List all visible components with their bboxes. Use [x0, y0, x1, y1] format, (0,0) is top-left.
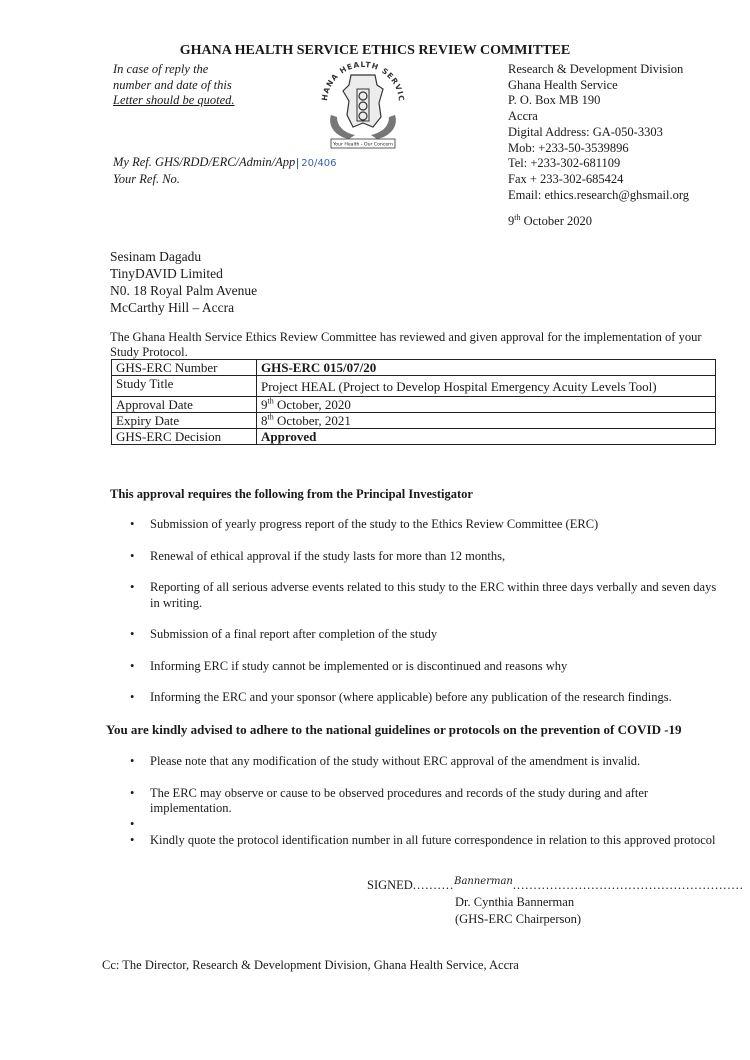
expiry-date: 8th October, 2021	[257, 413, 716, 429]
table-row	[112, 360, 716, 376]
cc-line: Cc: The Director, Research & Development Division, Ghana Health Service, Accra	[102, 958, 519, 972]
list-item: • Renewal of ethical approval if the study lasts for more than 12 months,	[130, 548, 506, 563]
list-item: • Submission of a final report after completion of the study	[130, 627, 438, 641]
advice-heading: You are kindly advised to adhere to the national guidelines or protocols on the prevention of COVID -19	[106, 722, 682, 737]
address-line: Mob: +233-50-3539896	[508, 140, 629, 155]
address-line: Digital Address: GA-050-3303	[508, 124, 663, 139]
table-label: Study Title	[112, 376, 257, 397]
approval-table	[111, 359, 716, 445]
logo-motto: Your Health - Our Concern	[333, 142, 393, 148]
letter-date: 9th October 2020	[508, 212, 592, 228]
logo-ring-text: HANA HEALTH SERVIC	[319, 59, 407, 103]
address-line: P. O. Box MB 190	[508, 93, 601, 108]
your-reference: Your Ref. No.	[113, 171, 180, 186]
intro-paragraph: The Ghana Health Service Ethics Review Committee has reviewed and given approval for the implementation of your Study Protocol.	[110, 330, 702, 359]
sender-address	[508, 62, 689, 203]
table-label: GHS-ERC Decision	[112, 429, 257, 445]
address-line: Tel: +233-302-681109	[508, 156, 621, 171]
table-row	[112, 413, 716, 429]
ghs-logo-icon	[313, 55, 413, 155]
list-item: • Informing the ERC and your sponsor (where applicable) before any publication of the research findings.	[130, 690, 672, 704]
table-row	[112, 397, 716, 413]
table-row	[112, 429, 716, 445]
reference-block	[113, 155, 336, 187]
list-item: • Reporting of all serious adverse events related to this study to the ERC within three days verbally and seven days in writing.	[130, 580, 717, 610]
table-row	[112, 376, 716, 397]
my-reference: My Ref. GHS/RDD/ERC/Admin/App	[113, 155, 296, 169]
advice-list	[124, 754, 724, 848]
handwritten-ref-number: 20/406	[297, 158, 336, 169]
erc-number: GHS-ERC 015/07/20	[257, 360, 716, 376]
address-line: Email: ethics.research@ghsmail.org	[508, 187, 690, 202]
address-line: Accra	[508, 109, 538, 124]
table-label: Approval Date	[112, 397, 257, 413]
signature-line: SIGNED..........$^{Bannerman}$........................................................	[367, 876, 744, 892]
list-item: • Submission of yearly progress report of the study to the Ethics Review Committee (ERC)	[130, 517, 599, 531]
approval-date: 9th October, 2020	[257, 397, 716, 413]
reply-note-line: In case of reply the	[113, 62, 209, 76]
committee-title: GHANA HEALTH SERVICE ETHICS REVIEW COMMITTEE	[179, 43, 571, 58]
study-title: Project HEAL (Project to Develop Hospital Emergency Acuity Levels Tool)	[257, 376, 716, 397]
reply-note-line: Letter should be quoted.	[113, 93, 235, 107]
signature-scribble: Bannerman	[454, 876, 513, 887]
table-label: GHS-ERC Number	[112, 360, 257, 376]
address-line: Research & Development Division	[508, 62, 684, 76]
signed-label: SIGNED	[367, 878, 413, 892]
signatory	[455, 894, 581, 928]
decision-value: Approved	[257, 429, 716, 445]
list-item: • The ERC may observe or cause to be observed procedures and records of the study during and after implementation.	[130, 785, 649, 815]
reply-note-line: number and date of this	[113, 77, 232, 92]
signatory-name: Dr. Cynthia Bannerman	[455, 895, 575, 909]
list-item: • Please note that any modification of the study without ERC approval of the amendment is invalid.	[130, 754, 641, 768]
list-item: •	[130, 816, 135, 831]
recipient-line: Sesinam Dagadu	[110, 249, 202, 264]
requirements-list	[124, 517, 724, 706]
requirements-heading: This approval requires the following from the Principal Investigator	[110, 487, 473, 501]
address-line: Ghana Health Service	[508, 77, 618, 92]
table-label: Expiry Date	[112, 413, 257, 429]
recipient-line: McCarthy Hill – Accra	[110, 300, 235, 315]
list-item: • Informing ERC if study cannot be implemented or is discontinued and reasons why	[130, 658, 568, 673]
recipient-address	[110, 248, 257, 316]
recipient-line: N0. 18 Royal Palm Avenue	[110, 283, 258, 298]
list-item: • Kindly quote the protocol identification number in all future correspondence in relation to this approved protocol	[130, 832, 716, 847]
signatory-role: (GHS-ERC Chairperson)	[455, 912, 582, 926]
recipient-line: TinyDAVID Limited	[110, 266, 223, 281]
address-line: Fax + 233-302-685424	[508, 171, 624, 186]
reply-note	[113, 62, 235, 109]
